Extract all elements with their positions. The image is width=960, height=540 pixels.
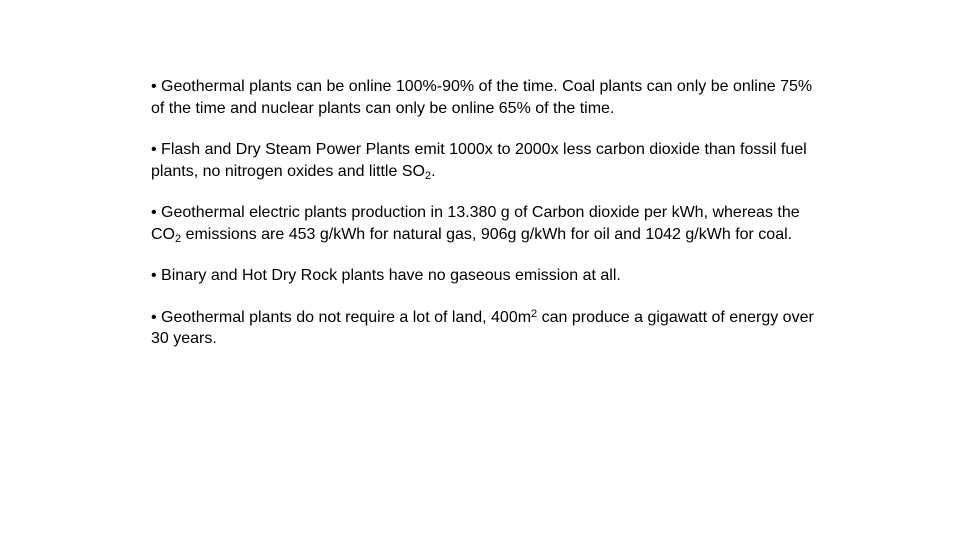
bullet-text-after: emissions are 453 g/kWh for natural gas, 906g g/kWh for oil and 1042 g/kWh for coal. — [181, 225, 793, 243]
bullet-text: • Binary and Hot Dry Rock plants have no gaseous emission at all. — [151, 267, 621, 284]
bullet-list — [151, 76, 821, 370]
bullet-text-after: . — [431, 162, 436, 180]
bullet-text-before: • Geothermal plants do not require a lot of land, 400m — [151, 308, 532, 326]
bullet-text-after: can produce a gigawatt of energy over 30 years. — [151, 308, 814, 347]
bullet-text: • Geothermal plants can be online 100%-90% of the time. Coal plants can only be online 75% of the time and nuclear plants can only be online 65% of the time. — [151, 78, 813, 117]
bullet-binary-hdr — [151, 265, 821, 287]
bullet-text-before: • Geothermal electric plants production in 13.380 g of Carbon dioxide per kWh, whereas the CO — [151, 204, 800, 243]
bullet-uptime — [151, 76, 821, 119]
subscript: 2 — [424, 169, 432, 182]
bullet-land-use — [151, 307, 821, 350]
bullet-flash-dry-steam-emissions — [151, 139, 821, 182]
subscript: 2 — [175, 232, 182, 245]
bullet-text-before: • Flash and Dry Steam Power Plants emit 1000x to 2000x less carbon dioxide than fossil fuel plants, no nitrogen oxides and little SO — [151, 141, 807, 180]
bullet-co2-comparison — [151, 202, 821, 245]
superscript: 2 — [531, 307, 538, 320]
